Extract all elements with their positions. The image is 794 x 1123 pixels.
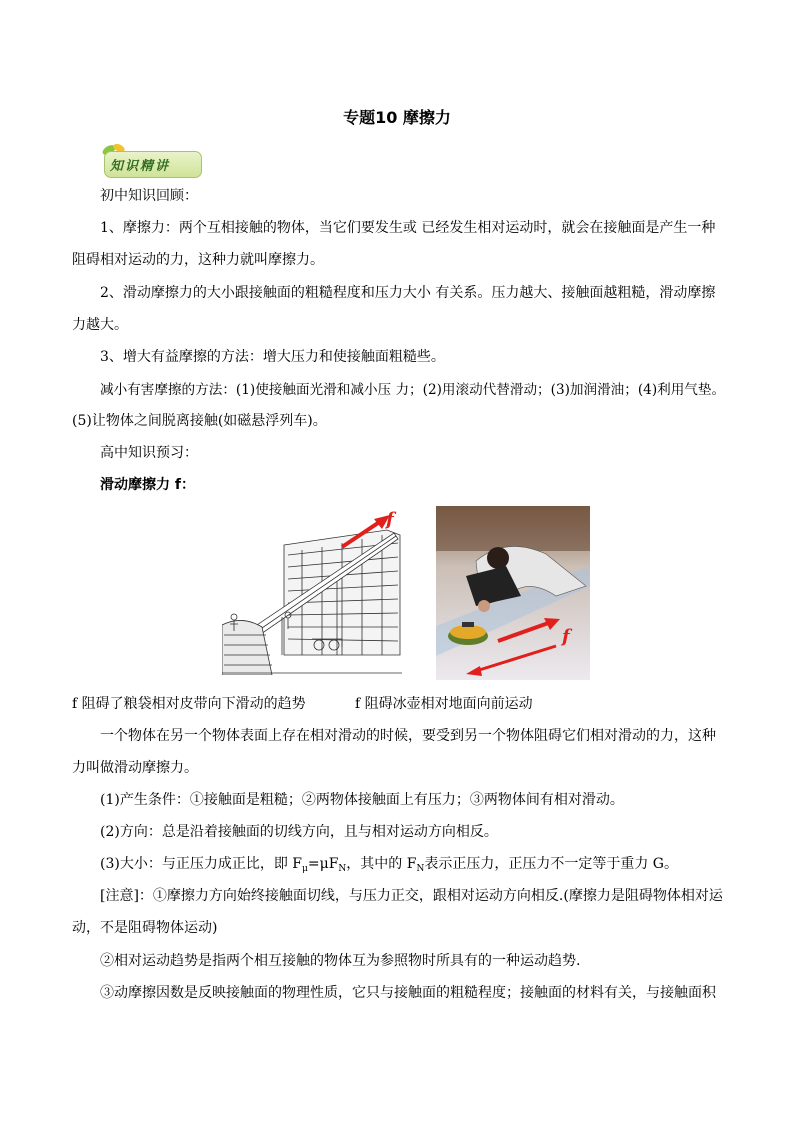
formula-text: (3)大小：与正压力成正比，即 F [100, 856, 302, 872]
text-line: 减小有害摩擦的方法：(1)使接触面光滑和减小压 力；(2)用滚动代替滑动；(3)加润滑油；(4)利用气垫。 [100, 382, 726, 398]
formula-text: ，其中的 F [346, 856, 417, 872]
formula-text: 表示正压力，正压力不一定等于重力 G。 [424, 856, 678, 872]
text-line: 动，不是阻碍物体运动) [72, 920, 218, 936]
friction-label: f [562, 626, 570, 647]
text-line: ②相对运动趋势是指两个相互接触的物体互为参照物时所具有的一种运动趋势. [100, 953, 581, 969]
text-line: 初中知识回顾： [100, 188, 198, 204]
text-line: (1)产生条件：①接触面是粗糙；②两物体接触面上有压力；③两物体间有相对滑动。 [100, 792, 624, 808]
text-line: 1、摩擦力：两个互相接触的物体，当它们要发生或 已经发生相对运动时，就会在接触面是产生一种 [100, 220, 716, 236]
text-line: 3、增大有益摩擦的方法：增大压力和使接触面粗糙些。 [100, 349, 445, 365]
text-line: 力越大。 [72, 317, 128, 333]
formula-line [100, 854, 678, 879]
text-line: 2、滑动摩擦力的大小跟接触面的粗糙程度和压力大小 有关系。压力越大、接触面越粗糙，滑动摩擦 [100, 285, 716, 301]
text-line: 一个物体在另一个物体表面上存在相对滑动的时候，要受到另一个物体阻碍它们相对滑动的力，这种 [100, 728, 716, 744]
subscript-n: N [338, 864, 347, 874]
curling-figure [436, 506, 590, 680]
badge-label: 知识精讲 [110, 159, 171, 174]
text-line: [注意]：①摩擦力方向始终接触面切线，与压力正交，跟相对运动方向相反.(摩擦力是阻碍物体相对运 [100, 888, 723, 904]
text-line: 阻碍相对运动的力，这种力就叫摩擦力。 [72, 252, 324, 268]
friction-label: f [386, 509, 394, 530]
text-line: 力叫做滑动摩擦力。 [72, 760, 198, 776]
text-line: (5)让物体之间脱离接触(如磁悬浮列车)。 [72, 413, 327, 429]
section-heading: 滑动摩擦力 f： [100, 477, 195, 493]
text-line: 高中知识预习： [100, 445, 198, 461]
figure-caption-left: f 阻碍了粮袋相对皮带向下滑动的趋势 [72, 696, 306, 712]
page-title: 专题10 摩擦力 [343, 108, 451, 127]
text-line: (2)方向：总是沿着接触面的切线方向，且与相对运动方向相反。 [100, 824, 498, 840]
conveyor-figure [222, 505, 402, 675]
subscript-n: N [416, 864, 425, 874]
knowledge-badge [100, 143, 201, 178]
subscript-mu: μ [302, 864, 308, 874]
figure-caption-right: f 阻碍冰壶相对地面向前运动 [355, 696, 533, 712]
text-line: ③动摩擦因数是反映接触面的物理性质，它只与接触面的粗糙程度；接触面的材料有关，与接触面积 [100, 985, 716, 1001]
formula-text: =μF [307, 856, 339, 872]
